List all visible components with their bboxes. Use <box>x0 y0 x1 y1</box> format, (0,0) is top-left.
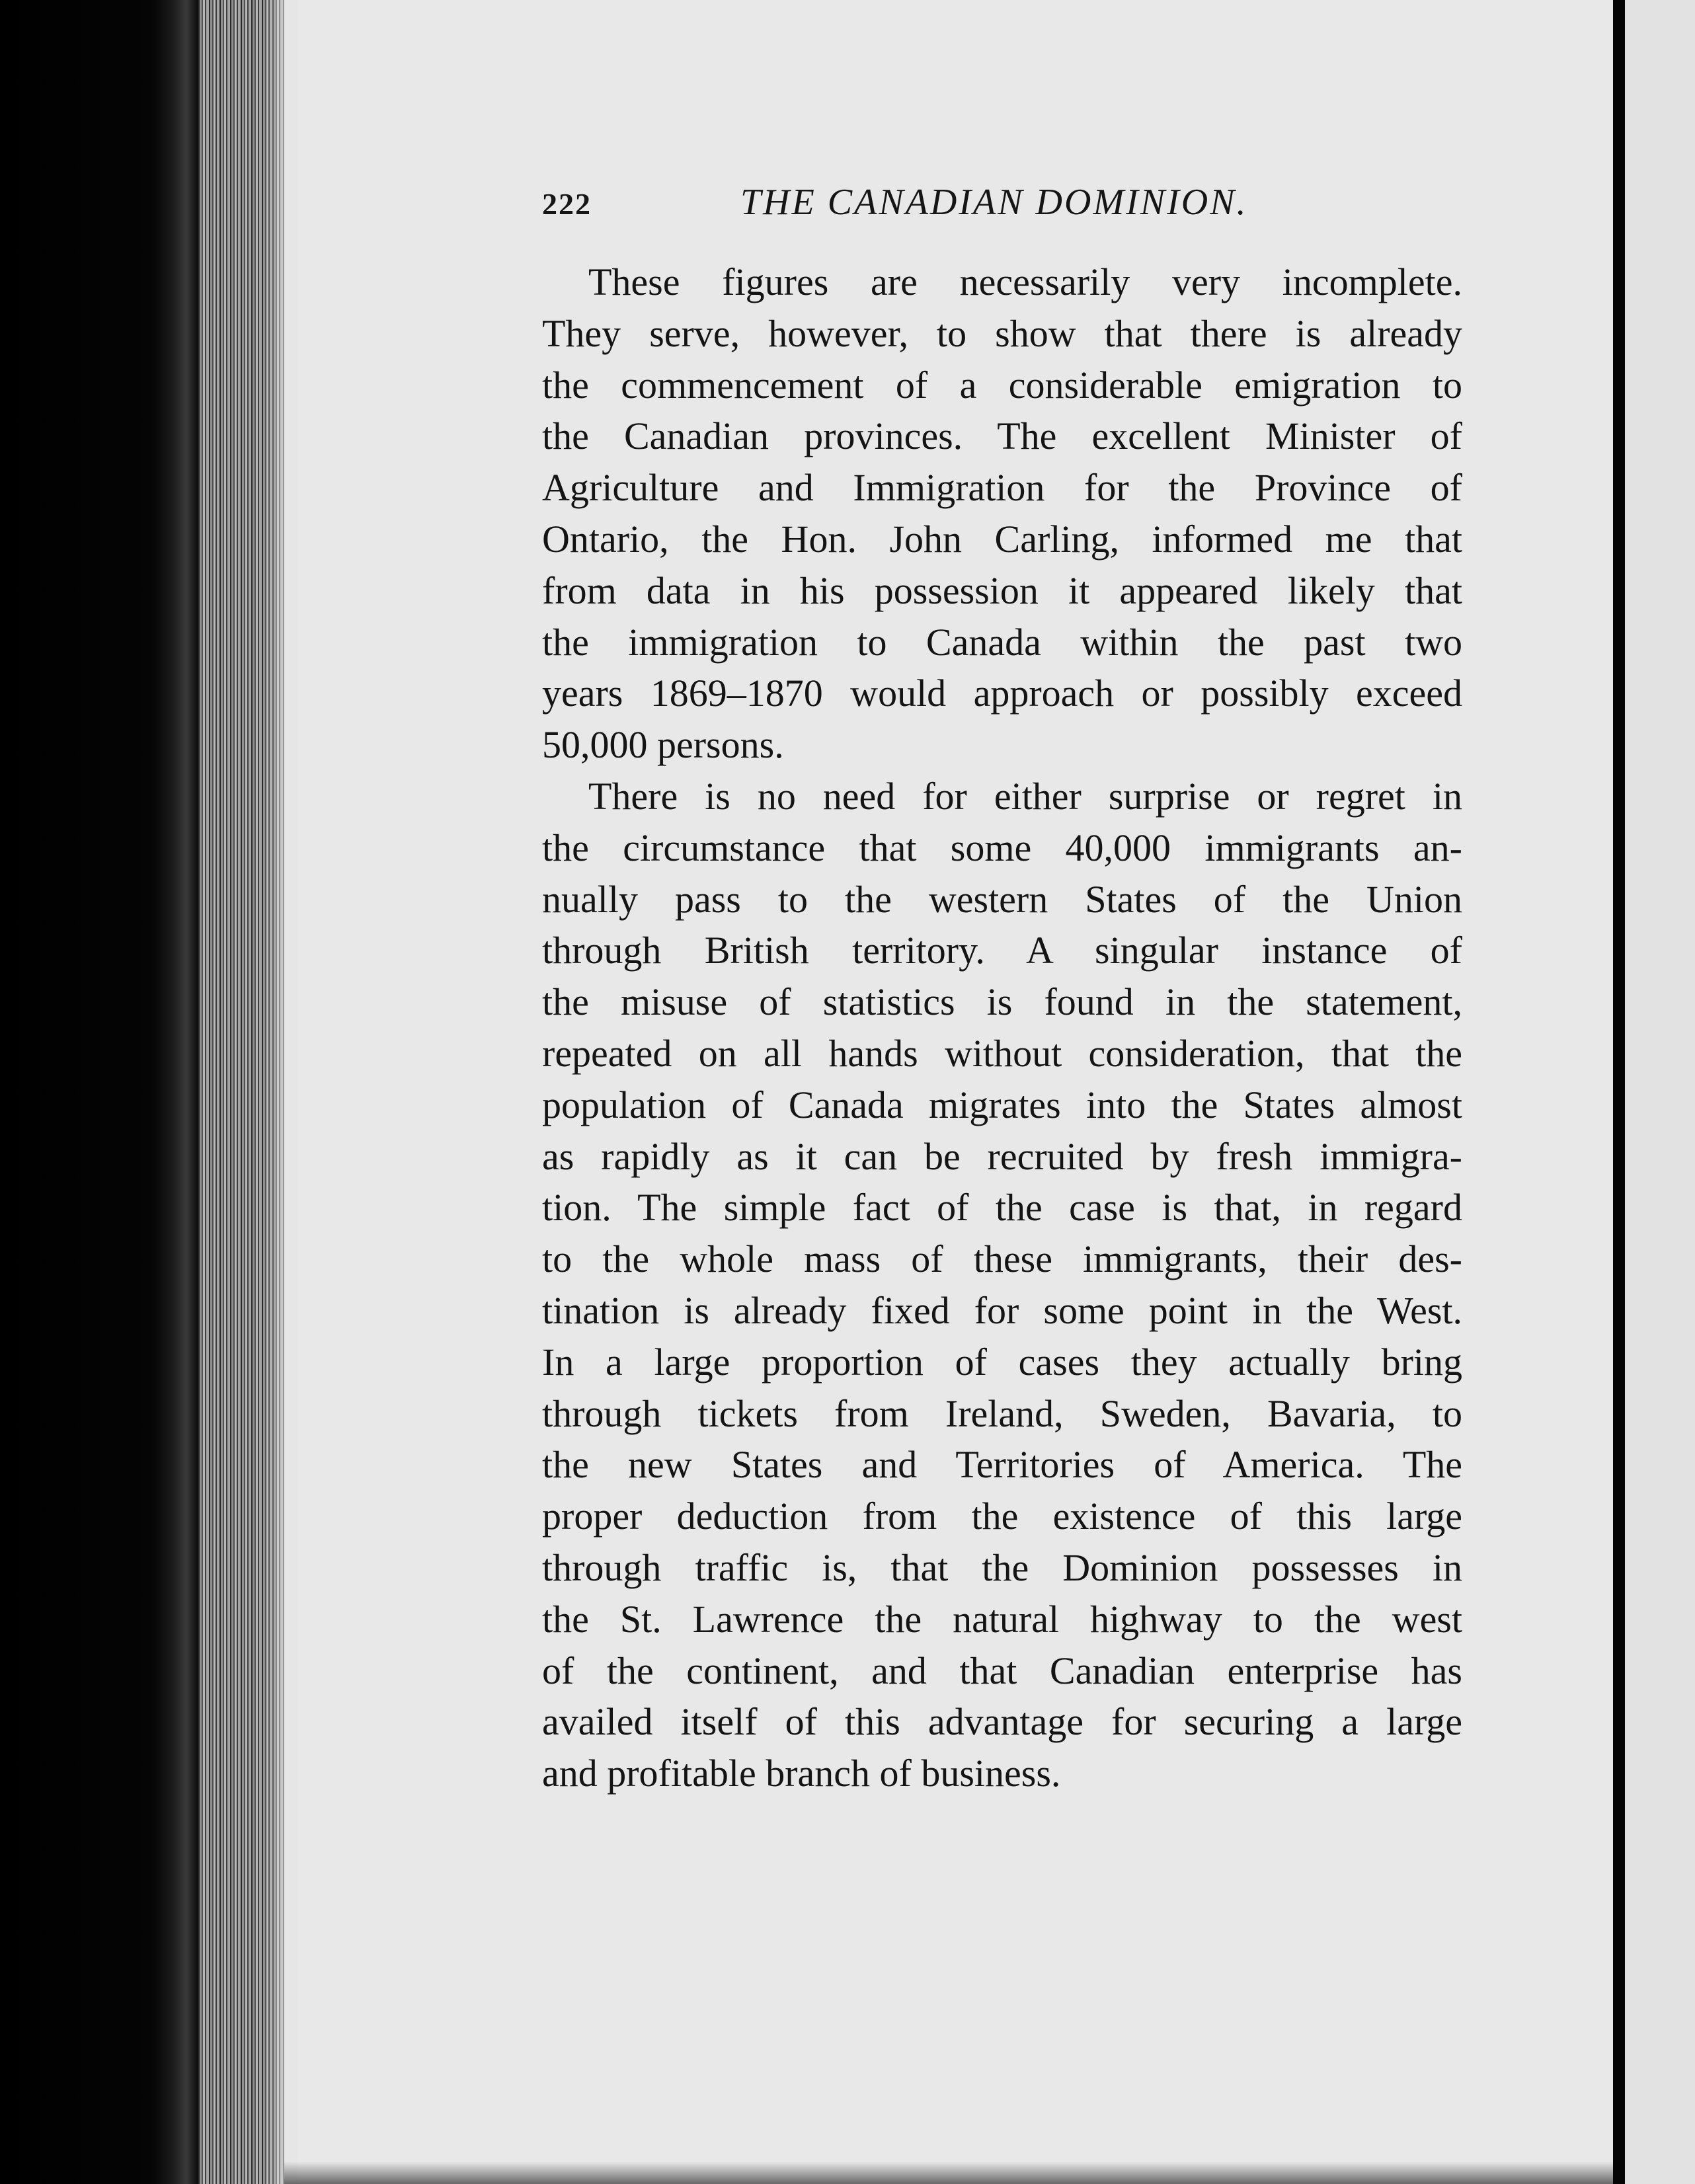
text-line: repeated on all hands without consideration, that the <box>542 1031 1462 1075</box>
text-line: from data in his possession it appeared likely that <box>542 568 1462 612</box>
text-line: of the continent, and that Canadian enterprise has <box>542 1649 1462 1692</box>
text-line: and profitable branch of business. <box>542 1752 1061 1795</box>
text-line: tination is already fixed for some point in the West. <box>542 1288 1462 1332</box>
text-line: the circumstance that some 40,000 immigrants an- <box>542 826 1462 869</box>
text-line: tion. The simple fact of the case is that, in regard <box>542 1186 1462 1229</box>
bottom-shadow <box>284 2162 1613 2184</box>
text-line: as rapidly as it can be recruited by fresh immigra- <box>542 1134 1462 1178</box>
text-line: proper deduction from the existence of this large <box>542 1495 1462 1538</box>
text-line: the immigration to Canada within the past two <box>542 620 1462 664</box>
next-page-edge <box>1625 0 1695 2184</box>
text-line: years 1869–1870 would approach or possibly exceed <box>542 672 1462 715</box>
text-line: the Canadian provinces. The excellent Minister of <box>542 414 1462 458</box>
text-line: through tickets from Ireland, Sweden, Bavaria, to <box>542 1391 1462 1435</box>
page-edges-fade <box>264 0 297 2184</box>
text-line: Agriculture and Immigration for the Province of <box>542 466 1462 510</box>
text-line: They serve, however, to show that there is already <box>542 311 1462 355</box>
gutter-line <box>1613 0 1625 2184</box>
text-line: nually pass to the western States of the Union <box>542 877 1462 921</box>
running-title: THE CANADIAN DOMINION. <box>740 182 1248 223</box>
paragraph-2 <box>542 771 1462 1799</box>
text-line: population of Canada migrates into the States almost <box>542 1083 1462 1126</box>
body-text <box>542 256 1462 1799</box>
text-line: the misuse of statistics is found in the statement, <box>542 980 1462 1024</box>
text-line: through British territory. A singular instance of <box>542 929 1462 972</box>
text-line: availed itself of this advantage for securing a large <box>542 1700 1462 1744</box>
text-line: the new States and Territories of America. The <box>542 1443 1462 1487</box>
text-line: 50,000 persons. <box>542 723 784 767</box>
text-line: to the whole mass of these immigrants, their des- <box>542 1237 1462 1281</box>
running-head <box>542 177 1468 230</box>
text-line: through traffic is, that the Dominion possesses in <box>542 1545 1462 1589</box>
text-line: There is no need for either surprise or regret in <box>588 774 1462 818</box>
text-line: the commencement of a considerable emigration to <box>542 363 1462 407</box>
page-number: 222 <box>542 187 592 221</box>
text-line: the St. Lawrence the natural highway to the west <box>542 1597 1462 1641</box>
text-line: In a large proportion of cases they actually bring <box>542 1340 1462 1384</box>
text-line: These figures are necessarily very incomplete. <box>588 260 1462 303</box>
text-line: Ontario, the Hon. John Carling, informed me that <box>542 517 1462 561</box>
paragraph-1 <box>542 256 1462 771</box>
book-spine <box>0 0 198 2184</box>
